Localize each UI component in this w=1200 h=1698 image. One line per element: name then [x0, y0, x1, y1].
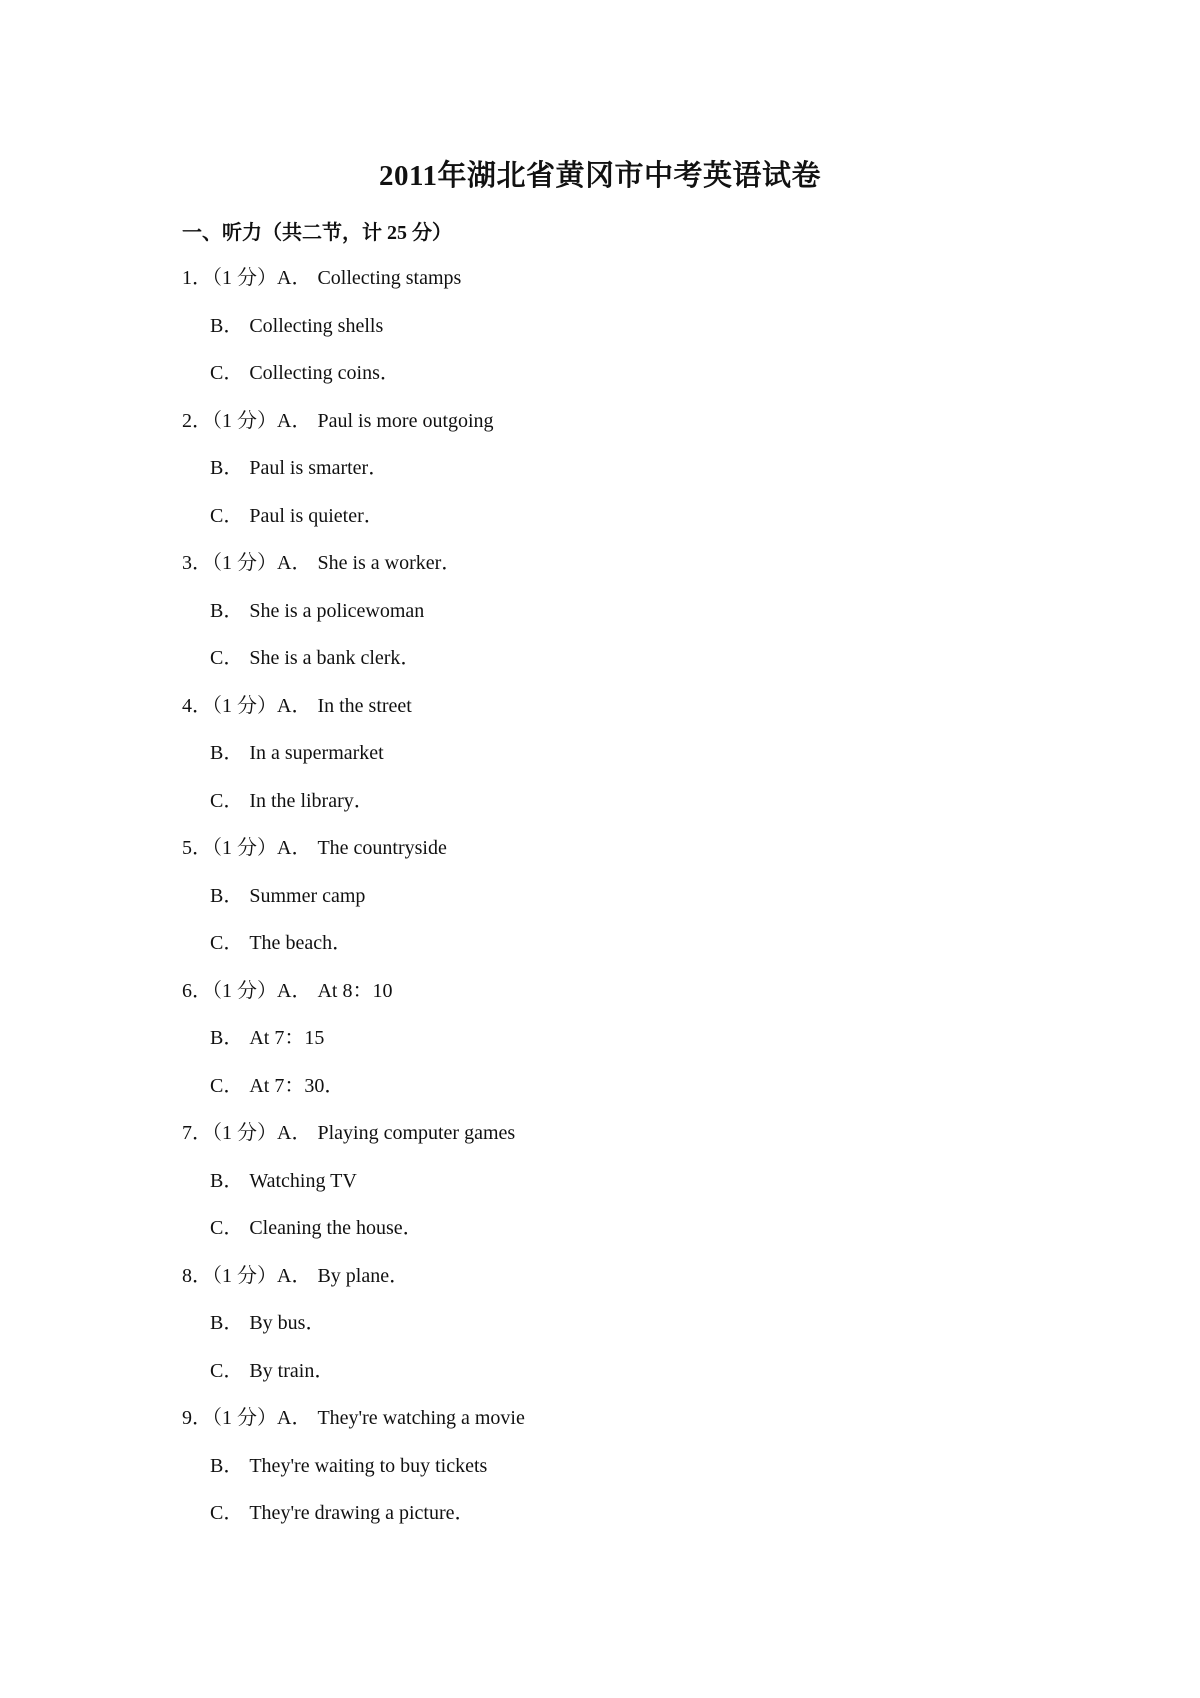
- option-text-a: Collecting stamps: [317, 267, 462, 289]
- question-number: 8．: [182, 1264, 212, 1287]
- question-score: （1 分）: [212, 1407, 277, 1429]
- option-letter-a: A．: [277, 837, 312, 859]
- option-letter-b: B．: [210, 742, 244, 764]
- question-header: [182, 265, 1082, 313]
- question-number: 4．: [182, 694, 212, 717]
- option-letter-a: A．: [277, 552, 312, 574]
- question-list: [182, 265, 1082, 1548]
- question-score: （1 分）: [212, 1122, 277, 1144]
- option-text-b: Paul is smarter．: [249, 457, 389, 479]
- option-text-c: Collecting coins．: [249, 362, 400, 384]
- page-title: 2011年湖北省黄冈市中考英语试卷: [379, 160, 821, 192]
- option-letter-b: B．: [210, 1027, 244, 1049]
- question-score: （1 分）: [212, 409, 277, 432]
- option-text-b: She is a policewoman: [249, 599, 425, 622]
- option-b: [182, 313, 1082, 361]
- option-letter-b: B．: [210, 884, 244, 907]
- option-text-c: They're drawing a picture．: [249, 1502, 475, 1524]
- option-letter-c: C．: [210, 789, 244, 812]
- option-b: [182, 883, 1082, 931]
- question-8: [182, 1263, 1082, 1406]
- option-text-a: She is a worker．: [317, 552, 462, 574]
- option-letter-c: C．: [210, 932, 244, 954]
- question-number: 1．: [182, 267, 212, 289]
- option-text-a: In the street: [317, 694, 412, 717]
- question-2: [182, 408, 1082, 551]
- option-text-c: Paul is quieter．: [249, 504, 384, 527]
- option-c: [182, 930, 1082, 978]
- question-header: [182, 693, 1082, 741]
- option-letter-a: A．: [277, 409, 312, 432]
- option-text-a: Paul is more outgoing: [317, 409, 494, 432]
- question-header: [182, 1263, 1082, 1311]
- option-text-c: She is a bank clerk．: [249, 647, 421, 669]
- question-score: （1 分）: [212, 1264, 277, 1287]
- question-5: [182, 835, 1082, 978]
- question-score: （1 分）: [212, 267, 277, 289]
- option-text-b: In a supermarket: [249, 742, 384, 764]
- option-letter-a: A．: [277, 694, 312, 717]
- option-c: [182, 645, 1082, 693]
- option-text-c: The beach．: [249, 932, 353, 954]
- option-c: [182, 1073, 1082, 1121]
- option-letter-c: C．: [210, 1359, 244, 1382]
- option-text-b: By bus．: [249, 1312, 326, 1334]
- question-1: [182, 265, 1082, 408]
- option-c: [182, 1358, 1082, 1406]
- question-header: [182, 835, 1082, 883]
- option-letter-b: B．: [210, 1312, 244, 1334]
- option-letter-b: B．: [210, 457, 244, 479]
- question-score: （1 分）: [212, 837, 277, 859]
- option-b: [182, 455, 1082, 503]
- question-7: [182, 1120, 1082, 1263]
- question-number: 3．: [182, 552, 212, 574]
- question-header: [182, 978, 1082, 1026]
- question-header: [182, 1405, 1082, 1453]
- option-b: [182, 598, 1082, 646]
- option-b: [182, 740, 1082, 788]
- option-letter-a: A．: [277, 979, 312, 1002]
- option-b: [182, 1310, 1082, 1358]
- option-letter-a: A．: [277, 1122, 312, 1144]
- question-6: [182, 978, 1082, 1121]
- option-text-b: Watching TV: [249, 1169, 357, 1192]
- question-number: 2．: [182, 409, 212, 432]
- question-number: 7．: [182, 1122, 212, 1144]
- option-b: [182, 1168, 1082, 1216]
- option-text-c: Cleaning the house．: [249, 1217, 423, 1239]
- option-b: [182, 1025, 1082, 1073]
- question-header: [182, 1120, 1082, 1168]
- option-text-c: In the library．: [249, 789, 374, 812]
- question-header: [182, 408, 1082, 456]
- option-letter-b: B．: [210, 314, 244, 337]
- question-4: [182, 693, 1082, 836]
- option-letter-c: C．: [210, 1217, 244, 1239]
- question-score: （1 分）: [212, 552, 277, 574]
- question-number: 5．: [182, 837, 212, 859]
- option-text-c: At 7：30．: [249, 1074, 345, 1097]
- section-heading: 一、听力（共二节，计 25 分）: [182, 222, 452, 244]
- option-letter-c: C．: [210, 1074, 244, 1097]
- question-number: 6．: [182, 979, 212, 1002]
- option-c: [182, 1215, 1082, 1263]
- option-letter-b: B．: [210, 1169, 244, 1192]
- option-text-a: By plane．: [317, 1264, 410, 1287]
- option-letter-c: C．: [210, 647, 244, 669]
- question-score: （1 分）: [212, 694, 277, 717]
- question-number: 9．: [182, 1407, 212, 1429]
- option-c: [182, 788, 1082, 836]
- option-text-a: The countryside: [317, 837, 447, 859]
- option-text-a: Playing computer games: [317, 1122, 516, 1144]
- option-text-b: Collecting shells: [249, 314, 384, 337]
- option-letter-a: A．: [277, 1407, 312, 1429]
- option-c: [182, 1500, 1082, 1548]
- option-c: [182, 360, 1082, 408]
- option-letter-a: A．: [277, 267, 312, 289]
- option-text-c: By train．: [249, 1359, 335, 1382]
- question-3: [182, 550, 1082, 693]
- option-text-a: At 8：10: [317, 979, 393, 1002]
- option-c: [182, 503, 1082, 551]
- option-letter-b: B．: [210, 1454, 244, 1477]
- option-text-a: They're watching a movie: [317, 1407, 525, 1429]
- option-text-b: At 7：15: [249, 1027, 325, 1049]
- question-header: [182, 550, 1082, 598]
- option-letter-c: C．: [210, 504, 244, 527]
- option-text-b: Summer camp: [249, 884, 366, 907]
- option-letter-b: B．: [210, 599, 244, 622]
- option-letter-c: C．: [210, 1502, 244, 1524]
- question-9: [182, 1405, 1082, 1548]
- option-letter-a: A．: [277, 1264, 312, 1287]
- option-letter-c: C．: [210, 362, 244, 384]
- option-b: [182, 1453, 1082, 1501]
- option-text-b: They're waiting to buy tickets: [249, 1454, 488, 1477]
- question-score: （1 分）: [212, 979, 277, 1002]
